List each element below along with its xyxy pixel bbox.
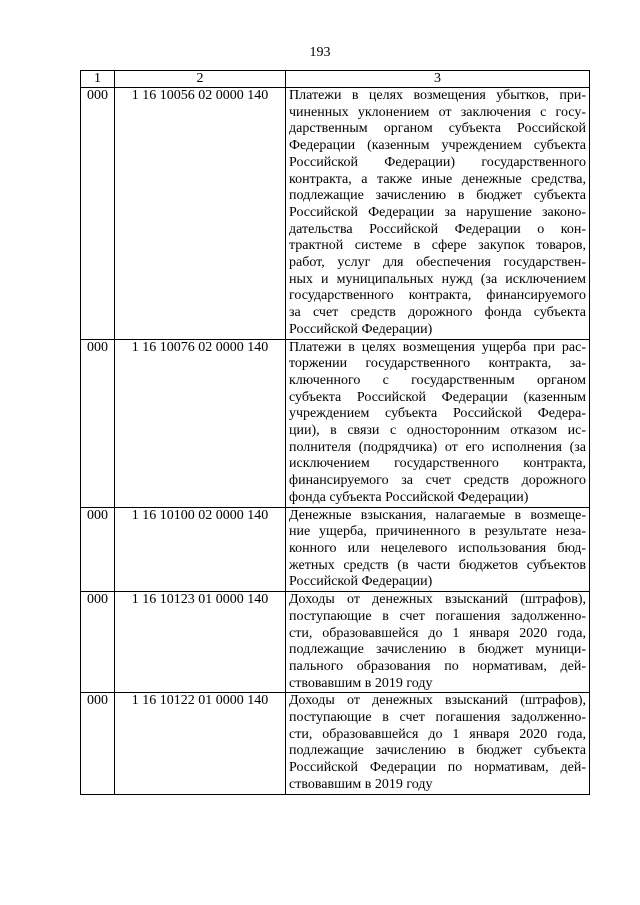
- description-line: трактной системе в сфере закупок товаров,: [289, 238, 586, 254]
- description-line: Платежи в целях возмещения убытков, при-: [289, 88, 586, 103]
- column-number-3: 3: [286, 71, 590, 88]
- description-line: ключенного с государственным органом: [289, 372, 586, 388]
- description-line: финансируемого за счет средств дорожного: [289, 473, 586, 489]
- kbk-code-cell: 1 16 10123 01 0000 140: [115, 592, 286, 693]
- description-cell: [286, 507, 590, 592]
- column-number-row: [81, 71, 590, 88]
- description-line: Российской Федерации): [289, 574, 433, 590]
- description-cell: [286, 88, 590, 340]
- description-line: жетных средств (в части бюджетов субъектов: [289, 557, 586, 573]
- kbk-code-cell: 1 16 10122 01 0000 140: [115, 693, 286, 794]
- table-body: [81, 71, 590, 795]
- description-line: Доходы от денежных взысканий (штрафов),: [289, 693, 586, 709]
- description-line: пального образования по нормативам, дей-: [289, 658, 586, 674]
- description-line: субъекта Российской Федерации (казенным: [289, 389, 586, 405]
- admin-code-cell: 000: [81, 339, 115, 507]
- description-line: ции), в связи с односторонним отказом ис-: [289, 423, 586, 439]
- description-line: ствовавшим в 2019 году: [289, 776, 433, 792]
- description-line: Российской Федерации за нарушение законо-: [289, 204, 586, 220]
- description-line: Российской Федерации): [289, 321, 433, 337]
- description-line: исключением государственного контракта,: [289, 456, 586, 472]
- description-line: дательства Российской Федерации о кон-: [289, 221, 586, 237]
- description-line: Платежи в целях возмещения ущерба при рас-: [289, 339, 586, 355]
- admin-code-cell: 000: [81, 693, 115, 794]
- description-line: поступающие в счет погашения задолженно-: [289, 608, 586, 624]
- table-row: [81, 592, 590, 693]
- table-row: [81, 88, 590, 340]
- description-line: Денежные взыскания, налагаемые в возмеще-: [289, 507, 586, 523]
- description-line: торжении государственного контракта, за-: [289, 356, 586, 372]
- column-number-2: 2: [115, 71, 286, 88]
- description-line: подлежащие зачислению в бюджет муници-: [289, 642, 586, 658]
- description-line: подлежащие зачислению в бюджет субъекта: [289, 743, 586, 759]
- description-line: сти, образовавшейся до 1 января 2020 года,: [289, 726, 586, 742]
- page-number: 193: [309, 45, 331, 60]
- description-cell: [286, 339, 590, 507]
- description-line: работ, услуг для обеспечения государствен-: [289, 255, 586, 271]
- description-line: ных и муниципальных нужд (за исключением: [289, 271, 586, 287]
- description-line: Федерации (казенным учреждением субъекта: [289, 138, 586, 154]
- admin-code-cell: 000: [81, 592, 115, 693]
- description-line: поступающие в счет погашения задолженно-: [289, 710, 586, 726]
- description-line: чиненных уклонением от заключения с госу-: [289, 104, 586, 120]
- description-line: конного или нецелевого использования бюд-: [289, 540, 586, 556]
- description-line: за счет средств дорожного фонда субъекта: [289, 305, 586, 321]
- description-line: государственного контракта, финансируемого: [289, 288, 586, 304]
- table-row: [81, 693, 590, 794]
- description-cell: [286, 693, 590, 794]
- kbk-code-cell: 1 16 10076 02 0000 140: [115, 339, 286, 507]
- description-line: Российской Федерации) государственного: [289, 154, 586, 170]
- kbk-code-cell: 1 16 10100 02 0000 140: [115, 507, 286, 592]
- description-line: контракта, а также иные денежные средства,: [289, 171, 586, 187]
- revenue-codes-table: [80, 70, 590, 795]
- description-line: дарственным органом субъекта Российской: [289, 121, 586, 137]
- column-number-1: 1: [81, 71, 115, 88]
- description-line: сти, образовавшейся до 1 января 2020 года,: [289, 625, 586, 641]
- table-row: [81, 339, 590, 507]
- description-line: подлежащие зачислению в бюджет субъекта: [289, 188, 586, 204]
- description-line: учреждением субъекта Российской Федера-: [289, 406, 586, 422]
- kbk-code-cell: 1 16 10056 02 0000 140: [115, 88, 286, 340]
- description-line: фонда субъекта Российской Федерации): [289, 489, 529, 505]
- description-line: Российской Федерации по нормативам, дей-: [289, 760, 586, 776]
- table-row: [81, 507, 590, 592]
- description-line: ствовавшим в 2019 году: [289, 675, 433, 691]
- description-cell: [286, 592, 590, 693]
- description-line: полнителя (подрядчика) от его исполнения (за: [289, 439, 586, 455]
- description-line: Доходы от денежных взысканий (штрафов),: [289, 592, 586, 608]
- admin-code-cell: 000: [81, 88, 115, 340]
- admin-code-cell: 000: [81, 507, 115, 592]
- description-line: ние ущерба, причиненного в результате неза-: [289, 524, 586, 540]
